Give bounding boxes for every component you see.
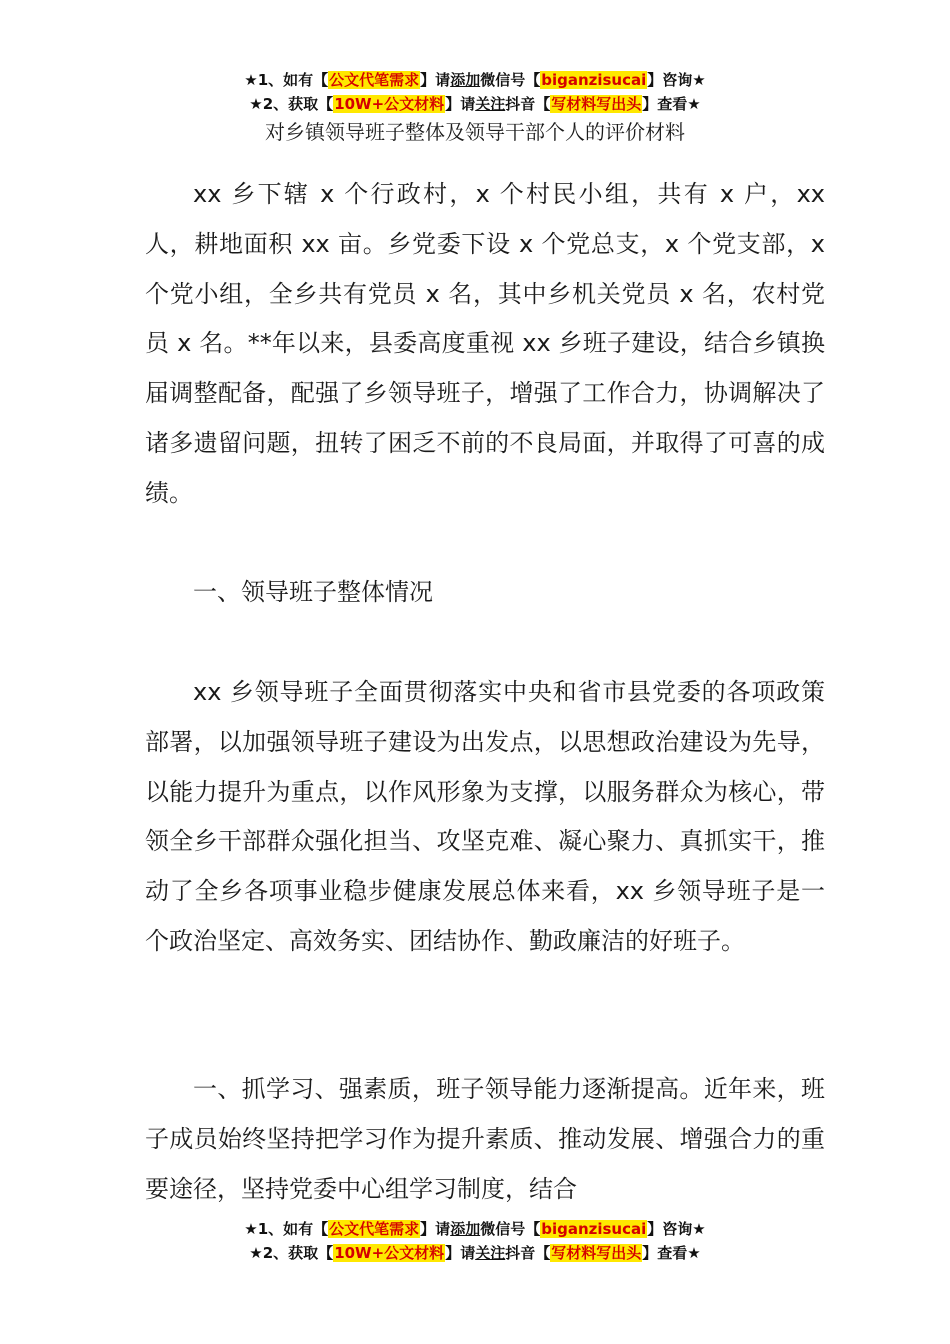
douyin-id-highlight: 写材料写出头: [551, 95, 642, 113]
intro-paragraph: xx 乡下辖 x 个行政村，x 个村民小组，共有 x 户，xx 人，耕地面积 xx 亩。乡党委下设 x 个党总支，x 个党支部，x 个党小组，全乡共有党员 x 名，其中乡机关党员 x 名，农村党员 x 名。**年以来，县委高度重视 xx 乡班子建设，结合乡镇换届调整配备，配强了乡领导班子，增强了工作合力，协调解决了诸多遗留问题，扭转了困乏不前的不良局面，并取得了可喜的成绩。: [145, 180, 825, 507]
promo-banner-bottom: [0, 1217, 950, 1265]
promo-highlight: 10W+公文材料: [334, 1244, 445, 1262]
promo-highlight: 10W+公文材料: [334, 95, 445, 113]
promo-highlight: 公文代笔需求: [329, 71, 420, 89]
study-paragraph: 一、抓学习、强素质，班子领导能力逐渐提高。近年来，班子成员始终坚持把学习作为提升素质、推动发展、增强合力的重要途径，坚持党委中心组学习制度，结合: [145, 1075, 825, 1203]
wechat-id-highlight: biganzisucai: [541, 1220, 647, 1238]
promo-line-2: ★2、获取【10W+公文材料】请关注抖音【写材料写出头】查看★: [249, 95, 701, 113]
document-title: 对乡镇领导班子整体及领导干部个人的评价材料: [265, 120, 685, 144]
promo-line-2: ★2、获取【10W+公文材料】请关注抖音【写材料写出头】查看★: [249, 1244, 701, 1262]
wechat-id-highlight: biganzisucai: [541, 71, 647, 89]
promo-line-1: ★1、如有【公文代笔需求】请添加微信号【biganzisucai】咨询★: [244, 1220, 706, 1238]
section-heading: 一、领导班子整体情况: [193, 578, 433, 606]
overview-paragraph: xx 乡领导班子全面贯彻落实中央和省市县党委的各项政策部署，以加强领导班子建设为出发点，以思想政治建设为先导，以能力提升为重点，以作风形象为支撑，以服务群众为核心，带领全乡干部群众强化担当、攻坚克难、凝心聚力、真抓实干，推动了全乡各项事业稳步健康发展总体来看，xx 乡领导班子是一个政治坚定、高效务实、团结协作、勤政廉洁的好班子。: [145, 678, 825, 955]
promo-line-1: ★1、如有【公文代笔需求】请添加微信号【biganzisucai】咨询★: [244, 71, 706, 89]
promo-highlight: 公文代笔需求: [329, 1220, 420, 1238]
douyin-id-highlight: 写材料写出头: [551, 1244, 642, 1262]
promo-banner-top: [0, 68, 950, 116]
